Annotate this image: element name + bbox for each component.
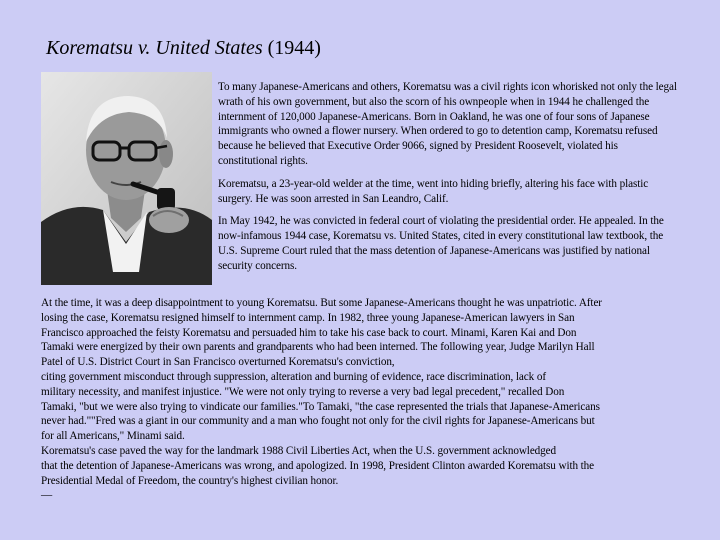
case-year: (1944) [267, 37, 321, 59]
text-line: Presidential Medal of Freedom, the country's highest civilian honor. [41, 474, 339, 487]
korematsu-portrait-photo [41, 72, 212, 285]
article-continuation [41, 296, 691, 503]
text-line: Tamaki were energized by their own parents and grandparents who had been interned. The following year, Judge Marilyn Hall [41, 341, 595, 354]
paragraph-hiding: Korematsu, a 23-year-old welder at the time, went into hiding briefly, altering his face with plastic surgery. He was soon arrested in San Leandro, Calif. [218, 177, 649, 205]
slide-title [46, 36, 321, 60]
text-line: military necessity, and manifest injustice. "We were not only trying to reverse a very bad legal precedent," recalled Don [41, 385, 565, 398]
article-intro [218, 80, 680, 282]
text-line: Patel of U.S. District Court in San Francisco overturned Korematsu's conviction, [41, 356, 395, 369]
text-line: Francisco approached the feisty Korematsu and persuaded him to take his case back to court. Minami, Karen Kai and Don [41, 326, 577, 339]
text-line: never had.""Fred was a giant in our community and a man who fought not only for the civil rights for Japanese-Americans but [41, 415, 595, 428]
text-line: Tamaki, "but we were also trying to vindicate our families."To Tamaki, "the case represented the trials that Japanese-Americans [41, 400, 600, 413]
paragraph-intro: To many Japanese-Americans and others, Korematsu was a civil rights icon whorisked not only the legal wrath of his own government, but also the scorn of his ownpeople when in 1944 he challenged the internment of 120,000 Japanese-Americans. Born in Oakland, he was one of four sons of Japanese immigrants who owned a flower nursery. When ordered to go to detention camp, Korematsu refused because he believed that Executive Order 9066, signed by President Roosevelt, violated his constitutional rights. [218, 81, 677, 167]
paragraph-conviction: In May 1942, he was convicted in federal court of violating the presidential order. He appealed. In the now-infamous 1944 case, Korematsu vs. United States, cited in every constitutional law textbook, the U.S. Supreme Court ruled that the mass detention of Japanese-Americans was justified by national security concerns. [218, 215, 664, 272]
case-name: Korematsu v. United States [46, 37, 263, 59]
text-line: At the time, it was a deep disappointment to young Korematsu. But some Japanese-Americans thought he was unpatriotic. After [41, 297, 602, 309]
end-dash: — [41, 489, 53, 502]
text-line: citing government misconduct through suppression, alteration and burning of evidence, race discrimination, lack of [41, 370, 546, 383]
text-line: that the detention of Japanese-Americans was wrong, and apologized. In 1998, President Clinton awarded Korematsu with the [41, 459, 595, 472]
text-line: for all Americans," Minami said. [41, 430, 185, 443]
text-line: Korematsu's case paved the way for the landmark 1988 Civil Liberties Act, when the U.S. government acknowledged [41, 444, 557, 457]
text-line: losing the case, Korematsu resigned himself to internment camp. In 1982, three young Japanese-American lawyers in San [41, 311, 575, 324]
